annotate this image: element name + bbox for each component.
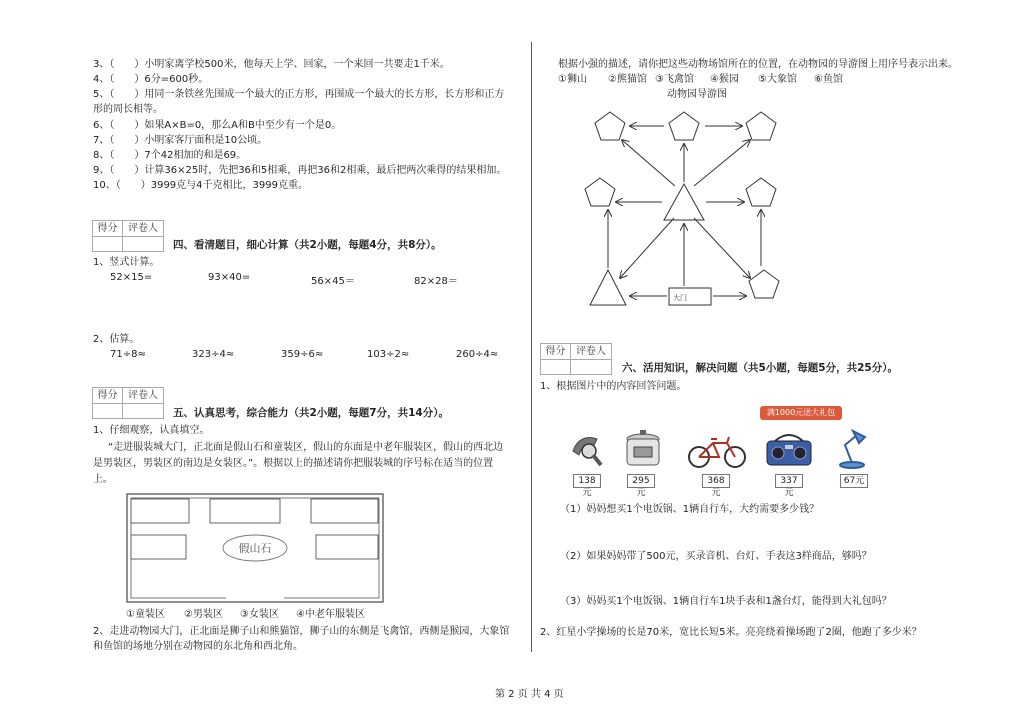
- arrow-center-to-sw: [620, 218, 674, 278]
- area-box-n[interactable]: [210, 499, 280, 523]
- pentagon-n[interactable]: [669, 112, 699, 140]
- score-box-4: [92, 220, 164, 252]
- section5-q1-text1: “走进服装城大门，正北面是假山石和童装区，假山的东面是中老年服装区，假山的西北边: [108, 442, 504, 453]
- grader-blank[interactable]: [123, 237, 163, 251]
- judge-item-5: 5、（ ）用同一条铁丝先围成一个最大的正方形，再围成一个最大的长方形，长方形和正方: [93, 89, 505, 100]
- section4-title: 四、看清题目，细心计算（共2小题，每题4分，共8分）。: [173, 239, 442, 251]
- column-divider: [531, 42, 532, 652]
- legend-4: ④中老年服装区: [296, 609, 365, 620]
- desk-lamp-icon: [840, 431, 865, 468]
- judge-item-5-cont: 形的周长相等。: [93, 104, 163, 115]
- judge-item-7: 7、（ ）小明家客厅面积是10公顷。: [93, 135, 268, 146]
- estimate-3: 359÷6≈: [281, 349, 324, 360]
- section5-q2-line2: 和鱼馆的场地分别在动物园的东北角和西北角。: [93, 641, 303, 652]
- rice-cooker-icon: [627, 430, 659, 465]
- judge-item-6: 6、（ ）如果A×B=0，那么A和B中至少有一个是0。: [93, 120, 342, 131]
- pentagon-w[interactable]: [585, 178, 615, 206]
- radio-icon: [767, 435, 811, 465]
- section6-q2: 2、红星小学操场的长是70米，宽比长短5米。亮亮绕着操场跑了2圈，他跑了多少米？: [540, 627, 922, 638]
- sub-question-2: （2）如果妈妈带了500元，买录音机、台灯、手表这3样商品，够吗？: [560, 551, 872, 562]
- gift-banner: 满1000元送大礼包: [760, 406, 842, 420]
- price-radio: 337元: [775, 474, 803, 488]
- pentagon-se[interactable]: [749, 270, 779, 298]
- score-blank[interactable]: [93, 237, 123, 251]
- zoo-map: [580, 100, 800, 315]
- zoo-intro: 根据小强的描述，请你把这些动物场馆所在的位置，在动物园的导游图上用序号表示出来。: [558, 59, 958, 70]
- grader-label: 评卷人: [576, 346, 606, 357]
- vertical-calc-3: 56×45＝: [311, 276, 355, 287]
- estimate-4: 103÷2≈: [367, 349, 410, 360]
- product-images: [567, 425, 877, 475]
- score-blank[interactable]: [93, 404, 123, 418]
- watch-icon: [573, 438, 601, 466]
- vertical-calc-2: 93×40=: [208, 272, 251, 283]
- legend-2: ②男装区: [184, 609, 223, 620]
- score-box-5: [92, 387, 164, 419]
- zoo-option-4: ④猴园: [710, 74, 739, 85]
- arrow-center-to-ne: [694, 140, 750, 186]
- grader-blank[interactable]: [571, 360, 611, 374]
- score-label: 得分: [93, 221, 123, 236]
- estimate-1: 71÷8≈: [110, 349, 146, 360]
- score-label: 得分: [541, 344, 571, 359]
- legend-3: ③女装区: [240, 609, 279, 620]
- judge-item-10: 10、（ ）3999克与4千克相比，3999克重。: [93, 180, 308, 191]
- grader-blank[interactable]: [123, 404, 163, 418]
- sub-question-1: （1）妈妈想买1个电饭锅、1辆自行车，大约需要多少钱？: [560, 504, 820, 515]
- center-triangle: [664, 184, 704, 220]
- pentagon-e[interactable]: [746, 178, 776, 206]
- estimate-5: 260÷4≈: [456, 349, 499, 360]
- page-footer: 第 2 页 共 4 页: [495, 689, 564, 700]
- grader-label: 评卷人: [128, 390, 158, 401]
- grader-label: 评卷人: [128, 223, 158, 234]
- score-blank[interactable]: [541, 360, 571, 374]
- zoo-option-6: ⑥鱼馆: [814, 74, 843, 85]
- judge-item-3: 3、（ ）小明家离学校500米，他每天上学、回家，一个来回一共要走1千米。: [93, 59, 450, 70]
- zoo-option-3: ③飞禽馆: [655, 74, 694, 85]
- sw-triangle: [590, 270, 626, 305]
- estimate-2: 323÷4≈: [192, 349, 235, 360]
- section5-q2-line1: 2、走进动物园大门，正北面是狮子山和熊猫馆，狮子山的东侧是飞禽馆，西侧是猴园，大象馆: [93, 626, 510, 637]
- section4-q1: 1、竖式计算。: [93, 257, 160, 268]
- area-box-w[interactable]: [131, 535, 186, 559]
- judge-item-8: 8、（ ）7个42相加的和是69。: [93, 150, 247, 161]
- arrow-center-to-nw: [622, 140, 675, 186]
- clothing-city-diagram: [126, 493, 384, 603]
- zoo-option-2: ②熊猫馆: [608, 74, 647, 85]
- sub-question-3: （3）妈妈买1个电饭锅、1辆自行车1块手表和1盏台灯，能得到大礼包吗？: [560, 596, 892, 607]
- price-desk-lamp: 67元: [840, 474, 868, 488]
- vertical-calc-4: 82×28＝: [414, 276, 458, 287]
- section5-q1-text3: 上。: [93, 474, 113, 485]
- judge-item-4: 4、（ ）6分=600秒。: [93, 74, 209, 85]
- zoo-option-5: ⑤大象馆: [758, 74, 797, 85]
- vertical-calc-1: 52×15=: [110, 272, 153, 283]
- legend-1: ①童装区: [126, 609, 165, 620]
- section5-title: 五、认真思考，综合能力（共2小题，每题7分，共14分）。: [173, 407, 449, 419]
- area-box-nw[interactable]: [131, 499, 189, 523]
- rock-label: 假山石: [238, 542, 272, 555]
- area-box-ne[interactable]: [311, 499, 378, 523]
- price-rice-cooker: 295元: [627, 474, 655, 488]
- section4-q2: 2、估算。: [93, 334, 140, 345]
- arrow-center-to-se: [694, 218, 750, 278]
- score-box-6: [540, 343, 612, 375]
- price-watch: 138元: [573, 474, 601, 488]
- bicycle-icon: [689, 437, 745, 467]
- price-bicycle: 368元: [702, 474, 730, 488]
- zoo-option-1: ①狮山: [558, 74, 587, 85]
- section6-q1: 1、根据图片中的内容回答问题。: [540, 381, 687, 392]
- score-label: 得分: [93, 388, 123, 403]
- map-title: 动物园导游图: [667, 89, 727, 100]
- section5-q1: 1、仔细观察，认真填空。: [93, 425, 210, 436]
- pentagon-nw[interactable]: [595, 112, 625, 140]
- section6-title: 六、活用知识，解决问题（共5小题，每题5分，共25分）。: [622, 362, 898, 374]
- area-box-e[interactable]: [316, 535, 378, 559]
- judge-item-9: 9、（ ）计算36×25时，先把36和5相乘，再把36和2相乘，最后把两次乘得的结果相加。: [93, 165, 507, 176]
- gate-label: 大门: [673, 294, 687, 302]
- section5-q1-text2: 是男装区，男装区的南边是女装区。”。根据以上的描述请你把服装城的序号标在适当的位置: [93, 458, 494, 469]
- pentagon-ne[interactable]: [746, 112, 776, 140]
